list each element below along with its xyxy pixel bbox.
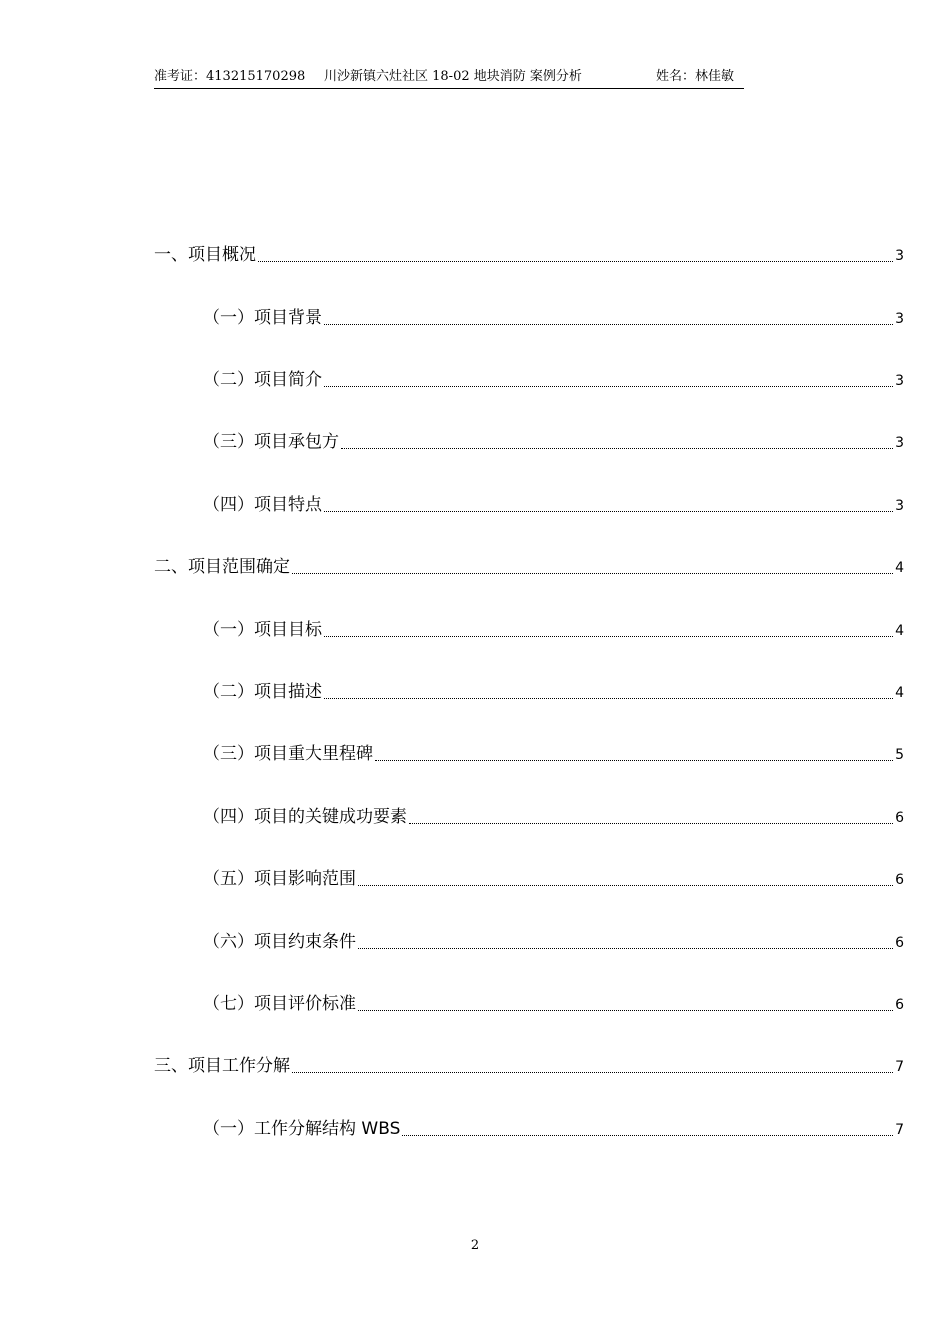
toc-entry[interactable] bbox=[154, 552, 904, 578]
toc-dot-leader bbox=[324, 698, 893, 699]
toc-dot-leader bbox=[341, 448, 893, 449]
toc-entry[interactable] bbox=[154, 1051, 904, 1077]
page-number: 2 bbox=[470, 1238, 480, 1253]
toc-entry[interactable] bbox=[203, 802, 904, 828]
toc-dot-leader bbox=[292, 573, 893, 574]
toc-dot-leader bbox=[375, 760, 893, 761]
header-doc-title: 川沙新镇六灶社区 18-02 地块消防 案例分析 bbox=[324, 69, 582, 84]
toc-entry[interactable] bbox=[203, 1114, 904, 1140]
toc-dot-leader bbox=[324, 324, 893, 325]
toc-entry-label: （三）项目承包方 bbox=[203, 432, 339, 452]
toc-entry-label: 一、项目概况 bbox=[154, 245, 256, 265]
toc-entry-label: （四）项目的关键成功要素 bbox=[203, 807, 407, 827]
toc-dot-leader bbox=[358, 948, 893, 949]
toc-dot-leader bbox=[324, 636, 893, 637]
toc-entry-page: 6 bbox=[895, 810, 904, 826]
toc-dot-leader bbox=[292, 1072, 893, 1073]
toc-dot-leader bbox=[358, 1010, 893, 1011]
toc-entry-page: 7 bbox=[895, 1059, 904, 1075]
toc-entry-label: （五）项目影响范围 bbox=[203, 869, 356, 889]
toc-entry-page: 3 bbox=[895, 311, 904, 327]
toc-entry-label: （三）项目重大里程碑 bbox=[203, 744, 373, 764]
toc-entry[interactable] bbox=[203, 490, 904, 516]
toc-entry-page: 3 bbox=[895, 248, 904, 264]
toc-entry-page: 4 bbox=[895, 685, 904, 701]
header-author: 姓名：林佳敏 bbox=[656, 69, 735, 84]
toc-entry[interactable] bbox=[203, 989, 904, 1015]
toc-entry-page: 5 bbox=[895, 747, 904, 763]
toc-entry-page: 4 bbox=[895, 560, 904, 576]
toc-entry-label: （四）项目特点 bbox=[203, 495, 322, 515]
toc-entry-page: 3 bbox=[895, 373, 904, 389]
toc-entry[interactable] bbox=[203, 303, 904, 329]
toc-dot-leader bbox=[402, 1135, 893, 1136]
toc-entry-label: （一）项目目标 bbox=[203, 620, 322, 640]
toc-entry[interactable] bbox=[203, 427, 904, 453]
toc-entry-page: 6 bbox=[895, 872, 904, 888]
page-header bbox=[154, 66, 744, 89]
toc-dot-leader bbox=[358, 885, 893, 886]
toc-entry[interactable] bbox=[203, 864, 904, 890]
toc-dot-leader bbox=[258, 261, 893, 262]
toc-entry[interactable] bbox=[203, 365, 904, 391]
toc-entry-page: 6 bbox=[895, 935, 904, 951]
toc-dot-leader bbox=[324, 511, 893, 512]
toc-entry-label: （六）项目约束条件 bbox=[203, 932, 356, 952]
toc-dot-leader bbox=[324, 386, 893, 387]
toc-entry-label: （七）项目评价标准 bbox=[203, 994, 356, 1014]
toc-entry-label: 三、项目工作分解 bbox=[154, 1056, 290, 1076]
toc-entry[interactable] bbox=[203, 615, 904, 641]
toc-dot-leader bbox=[409, 823, 893, 824]
toc-entry-page: 4 bbox=[895, 623, 904, 639]
toc-entry-label: （一）项目背景 bbox=[203, 308, 322, 328]
toc-entry-label: （一）工作分解结构 WBS bbox=[203, 1119, 401, 1139]
toc-entry-page: 6 bbox=[895, 997, 904, 1013]
toc-entry[interactable] bbox=[203, 927, 904, 953]
toc-entry[interactable] bbox=[203, 739, 904, 765]
toc-entry-page: 7 bbox=[895, 1122, 904, 1138]
toc-entry[interactable] bbox=[203, 677, 904, 703]
toc-entry-label: （二）项目描述 bbox=[203, 682, 322, 702]
toc-entry[interactable] bbox=[154, 240, 904, 266]
toc-entry-label: （二）项目简介 bbox=[203, 370, 322, 390]
toc-entry-page: 3 bbox=[895, 435, 904, 451]
toc-entry-page: 3 bbox=[895, 498, 904, 514]
toc-entry-label: 二、项目范围确定 bbox=[154, 557, 290, 577]
header-exam-id: 准考证：413215170298 bbox=[154, 69, 306, 84]
